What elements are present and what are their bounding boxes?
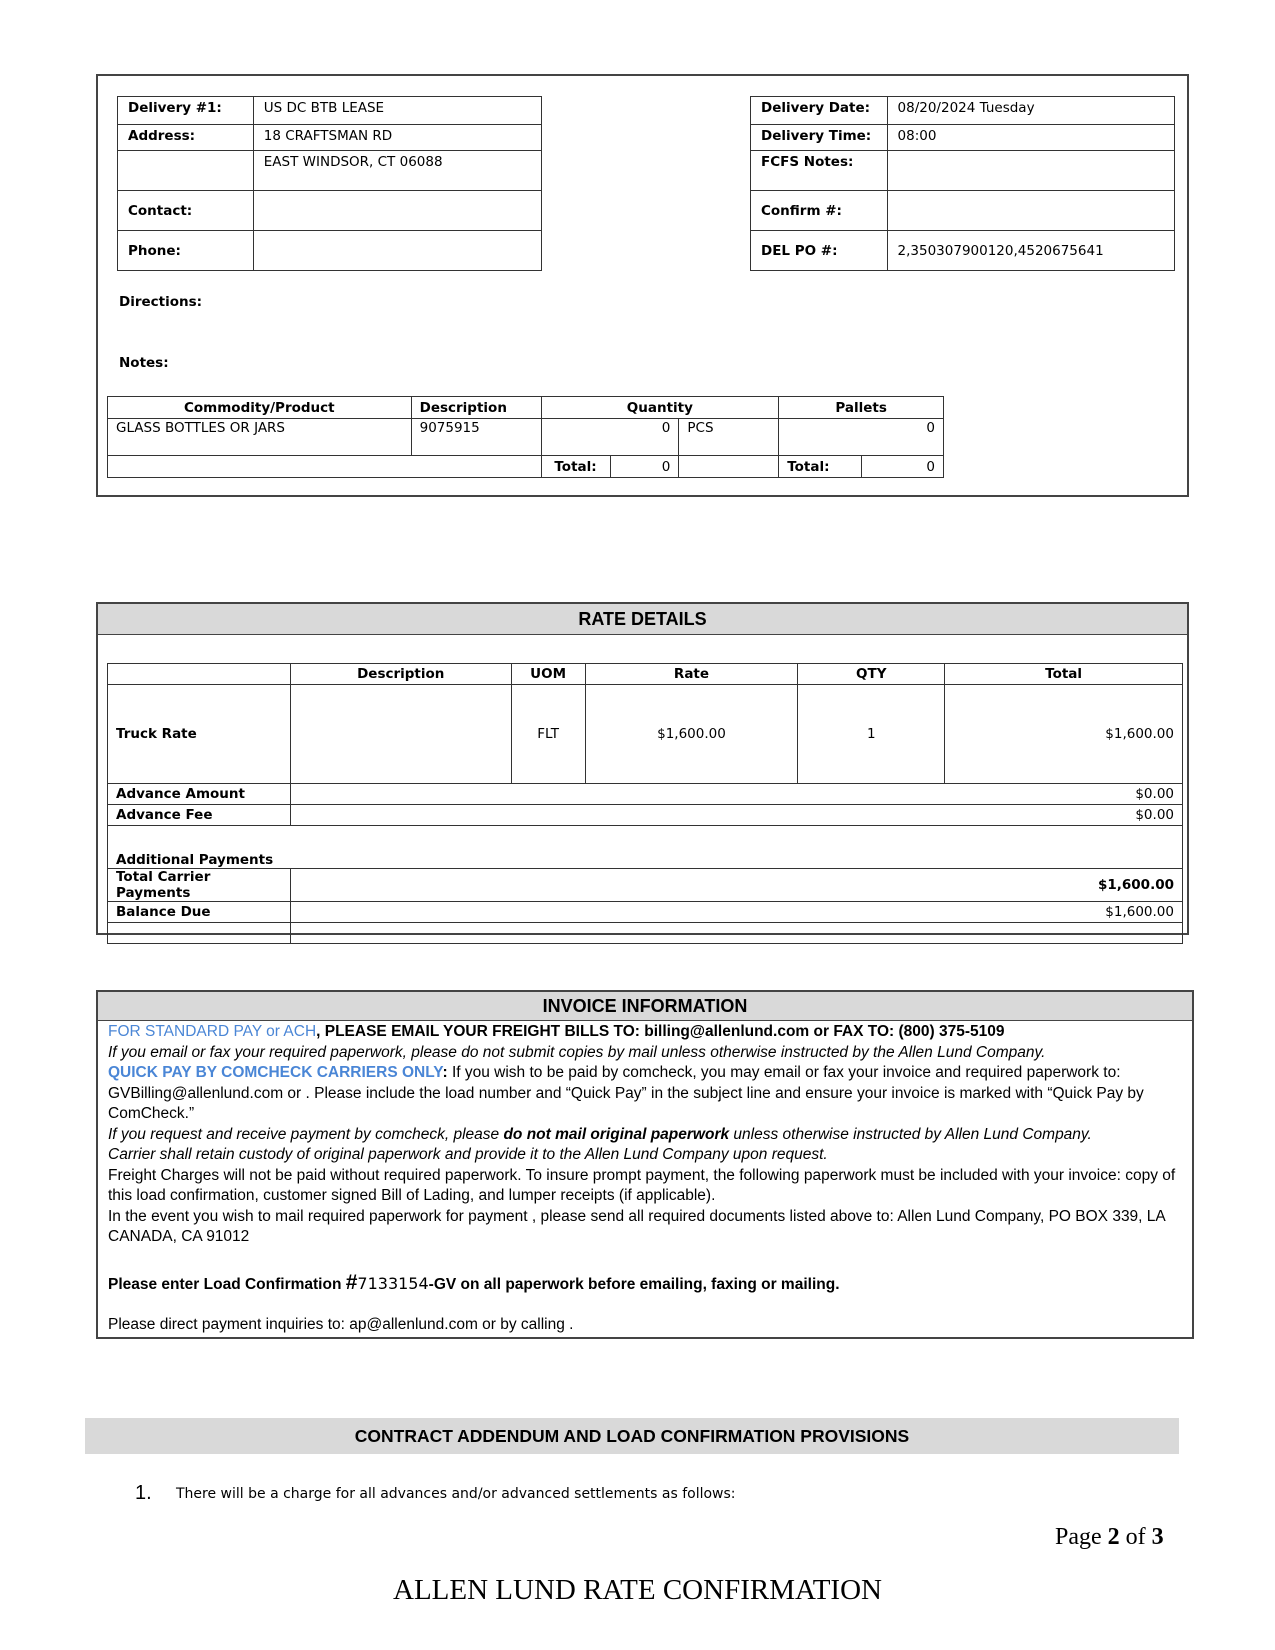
page-prefix: Page bbox=[1055, 1524, 1108, 1550]
quick-pay-paragraph bbox=[108, 1063, 1186, 1125]
page-current: 2 bbox=[1107, 1524, 1120, 1550]
contract-item-number: 1. bbox=[135, 1482, 152, 1504]
advance-amount-label: Advance Amount bbox=[108, 784, 291, 805]
pallets-header: Pallets bbox=[779, 397, 944, 419]
quantity-total-unit-blank bbox=[679, 456, 779, 478]
del-po-value: 2,350307900120,4520675641 bbox=[887, 231, 1174, 271]
address-line1: 18 CRAFTSMAN RD bbox=[253, 125, 541, 151]
balance-due-value: $1,600.00 bbox=[290, 902, 1182, 923]
contract-item-text: There will be a charge for all advances and/or advanced settlements as follows: bbox=[176, 1486, 736, 1502]
delivery-location-table bbox=[117, 96, 542, 271]
truck-rate-uom: FLT bbox=[511, 685, 585, 784]
load-confirmation-notice bbox=[108, 1270, 1186, 1296]
rate-uom-header: UOM bbox=[511, 664, 585, 685]
comcheck-notice-emphasis: do not mail original paperwork bbox=[503, 1125, 730, 1143]
confirm-number-label: Confirm #: bbox=[751, 191, 888, 231]
contact-label: Contact: bbox=[118, 191, 254, 231]
address-blank-label bbox=[118, 151, 254, 191]
address-line2: EAST WINDSOR, CT 06088 bbox=[253, 151, 541, 191]
commodity-pallets: 0 bbox=[779, 419, 944, 456]
load-confirmation-hash: # bbox=[345, 1270, 358, 1294]
load-confirmation-part1: Please enter Load Confirmation bbox=[108, 1275, 346, 1293]
quantity-total-value: 0 bbox=[610, 456, 679, 478]
standard-pay-line bbox=[108, 1022, 1186, 1043]
phone-label: Phone: bbox=[118, 231, 254, 271]
freight-charges-notice: Freight Charges will not be paid without required paperwork. To insure prompt payment, the following paperwork must be included with your invoice: copy of this load confirmation, customer signed Bill of Lading, and lumper receipts (if applicable). bbox=[108, 1166, 1176, 1204]
delivery-number-value: US DC BTB LEASE bbox=[253, 97, 541, 125]
delivery-date-value: 08/20/2024 Tuesday bbox=[887, 97, 1174, 125]
load-confirmation-part2: -GV on all paperwork before emailing, faxing or mailing. bbox=[428, 1275, 840, 1293]
commodity-unit: PCS bbox=[679, 419, 779, 456]
truck-rate-qty: 1 bbox=[798, 685, 945, 784]
mail-address-notice: In the event you wish to mail required paperwork for payment , please send all required documents listed above to: Allen Lund Company, PO BOX 339, LA CANADA, CA 91012 bbox=[108, 1207, 1165, 1245]
comcheck-notice bbox=[108, 1125, 1186, 1146]
quantity-header: Quantity bbox=[541, 397, 779, 419]
notes-label: Notes: bbox=[119, 355, 169, 371]
advance-amount-value: $0.00 bbox=[290, 784, 1182, 805]
rate-qty-header: QTY bbox=[798, 664, 945, 685]
commodity-quantity: 0 bbox=[541, 419, 679, 456]
directions-label: Directions: bbox=[119, 294, 203, 310]
commodity-description: 9075915 bbox=[411, 419, 541, 456]
delivery-time-label: Delivery Time: bbox=[751, 125, 888, 151]
commodity-total-blank bbox=[108, 456, 542, 478]
quick-pay-instructions: If you wish to be paid by comcheck, you may email or fax your invoice and required paperwork to: GVBilling@allenlund.com or . Please include the load number and “Quick Pay” in the subject line and ensure your invoice is marked with “Quick Pay by ComCheck.” bbox=[108, 1064, 1144, 1122]
balance-due-label: Balance Due bbox=[108, 902, 291, 923]
description-header: Description bbox=[411, 397, 541, 419]
total-carrier-payments-value: $1,600.00 bbox=[290, 869, 1182, 902]
page-number bbox=[1055, 1524, 1164, 1551]
rate-blank-row-right bbox=[290, 923, 1182, 944]
invoice-information-body bbox=[108, 1022, 1186, 1336]
contract-addendum-title: CONTRACT ADDENDUM AND LOAD CONFIRMATION PROVISIONS bbox=[85, 1418, 1179, 1454]
rate-table bbox=[107, 663, 1183, 944]
phone-value bbox=[253, 231, 541, 271]
truck-rate-rate: $1,600.00 bbox=[585, 685, 798, 784]
custody-notice: Carrier shall retain custody of original paperwork and provide it to the Allen Lund Company upon request. bbox=[108, 1146, 828, 1163]
payment-inquiries-notice: Please direct payment inquiries to: ap@allenlund.com or by calling . bbox=[108, 1316, 574, 1333]
contact-value bbox=[253, 191, 541, 231]
advance-fee-value: $0.00 bbox=[290, 805, 1182, 826]
standard-pay-instructions: , PLEASE EMAIL YOUR FREIGHT BILLS TO: billing@allenlund.com or FAX TO: (800) 375-5109 bbox=[316, 1023, 1005, 1040]
advance-fee-label: Advance Fee bbox=[108, 805, 291, 826]
fcfs-notes-label: FCFS Notes: bbox=[751, 151, 888, 191]
invoice-information-title: INVOICE INFORMATION bbox=[98, 992, 1192, 1021]
rate-details-title: RATE DETAILS bbox=[98, 604, 1187, 635]
standard-pay-label: FOR STANDARD PAY or ACH bbox=[108, 1023, 317, 1040]
rate-total-header: Total bbox=[945, 664, 1183, 685]
delivery-number-label: Delivery #1: bbox=[118, 97, 254, 125]
commodity-product: GLASS BOTTLES OR JARS bbox=[108, 419, 412, 456]
truck-rate-total: $1,600.00 bbox=[945, 685, 1183, 784]
quantity-total-label: Total: bbox=[541, 456, 610, 478]
comcheck-notice-part2: unless otherwise instructed by Allen Lund Company. bbox=[729, 1125, 1092, 1143]
rate-header-blank bbox=[108, 664, 291, 685]
commodity-table bbox=[107, 396, 944, 478]
delivery-time-value: 08:00 bbox=[887, 125, 1174, 151]
truck-rate-description bbox=[290, 685, 511, 784]
page-total: 3 bbox=[1151, 1524, 1164, 1550]
load-confirmation-number: 7133154 bbox=[357, 1273, 429, 1293]
quick-pay-colon: : bbox=[442, 1064, 448, 1081]
confirm-number-value bbox=[887, 191, 1174, 231]
total-carrier-payments-label: Total Carrier Payments bbox=[108, 869, 291, 902]
rate-rate-header: Rate bbox=[585, 664, 798, 685]
delivery-date-label: Delivery Date: bbox=[751, 97, 888, 125]
footer-title: ALLEN LUND RATE CONFIRMATION bbox=[393, 1574, 882, 1606]
truck-rate-label: Truck Rate bbox=[108, 685, 291, 784]
rate-description-header: Description bbox=[290, 664, 511, 685]
rate-blank-row-left bbox=[108, 923, 291, 944]
comcheck-notice-part1: If you request and receive payment by comcheck, please bbox=[108, 1125, 504, 1143]
quick-pay-label: QUICK PAY BY COMCHECK CARRIERS ONLY bbox=[108, 1064, 443, 1081]
fcfs-notes-value bbox=[887, 151, 1174, 191]
pallets-total-label: Total: bbox=[779, 456, 862, 478]
mail-copies-notice: If you email or fax your required paperwork, please do not submit copies by mail unless otherwise instructed by the Allen Lund Company. bbox=[108, 1043, 1046, 1061]
del-po-label: DEL PO #: bbox=[751, 231, 888, 271]
delivery-schedule-table bbox=[750, 96, 1175, 271]
commodity-header: Commodity/Product bbox=[108, 397, 412, 419]
additional-payments-label: Additional Payments bbox=[108, 826, 1183, 869]
pallets-total-value: 0 bbox=[862, 456, 944, 478]
address-label: Address: bbox=[118, 125, 254, 151]
page-of: of bbox=[1119, 1524, 1152, 1550]
